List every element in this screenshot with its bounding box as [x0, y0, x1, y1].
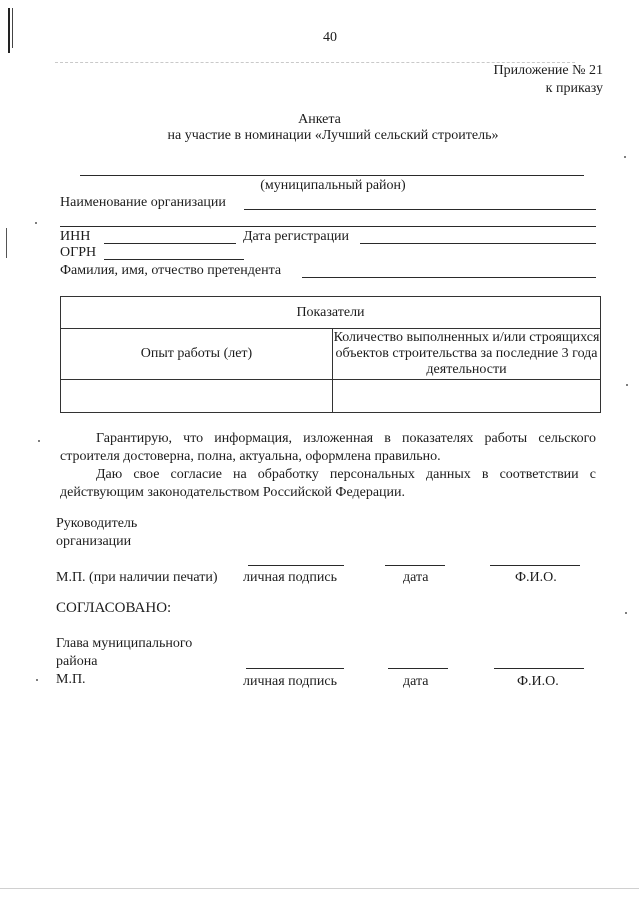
table-header: Показатели	[296, 304, 365, 320]
org-name-label: Наименование организации	[60, 195, 226, 210]
indicators-table	[60, 296, 601, 413]
stamp-label-2: М.П.	[56, 672, 86, 687]
district-caption: (муниципальный район)	[260, 178, 406, 193]
table-cell-experience-input[interactable]	[61, 380, 332, 412]
scan-edge-mark	[12, 8, 13, 48]
scan-speck	[36, 679, 38, 681]
scan-speck	[38, 440, 40, 442]
reg-date-label: Дата регистрации	[243, 229, 350, 244]
scan-speck	[624, 156, 626, 158]
head-of-org-label: Руководитель	[56, 516, 138, 531]
fio-line-1[interactable]	[490, 565, 580, 566]
signature-line-1[interactable]	[248, 565, 344, 566]
fio-line-2[interactable]	[494, 668, 584, 669]
table-col-objects	[333, 329, 600, 379]
col-objects-label: Количество выполненных и/или строящихся объектов строительства за последние 3 года деятельности	[333, 330, 600, 377]
scan-speck	[625, 612, 627, 614]
date-line-1[interactable]	[385, 565, 445, 566]
signature-caption-2: личная подпись	[243, 674, 337, 689]
head-of-org-label-2: организации	[56, 534, 132, 549]
district-head-label-2: района	[56, 654, 98, 669]
col-experience-label: Опыт работы (лет)	[140, 346, 253, 361]
scan-edge-mark	[6, 228, 7, 258]
appendix-line-1: Приложение № 21	[493, 63, 603, 78]
scan-edge-mark	[8, 8, 10, 53]
stamp-label-1: М.П. (при наличии печати)	[56, 570, 218, 585]
consent-paragraph: Даю свое согласие на обработку персональных данных в соответствии с действующим законодательством Российской Федерации.	[60, 467, 596, 500]
table-cell-objects-input[interactable]	[333, 380, 600, 412]
date-caption-1: дата	[403, 570, 429, 585]
fio-caption-2: Ф.И.О.	[517, 674, 559, 689]
ogrn-label: ОГРН	[60, 245, 97, 260]
signature-line-2[interactable]	[246, 668, 344, 669]
form-title: Анкета	[298, 112, 341, 127]
fio-caption-1: Ф.И.О.	[515, 570, 557, 585]
applicant-input-line[interactable]	[302, 277, 596, 278]
date-line-2[interactable]	[388, 668, 448, 669]
form-subtitle: на участие в номинации «Лучший сельский строитель»	[167, 128, 499, 143]
applicant-label: Фамилия, имя, отчество претендента	[60, 263, 282, 278]
page-number: 40	[323, 30, 337, 45]
district-input-line[interactable]	[80, 175, 584, 176]
appendix-line-2: к приказу	[545, 81, 603, 96]
scan-bottom-line	[0, 888, 639, 889]
org-name-input-line-2[interactable]	[60, 226, 596, 227]
table-col-experience	[61, 329, 332, 379]
signature-caption-1: личная подпись	[243, 570, 337, 585]
agreed-heading: СОГЛАСОВАНО:	[56, 600, 172, 616]
scan-speck	[626, 384, 628, 386]
date-caption-2: дата	[403, 674, 429, 689]
district-head-label: Глава муниципального	[56, 636, 193, 651]
inn-label: ИНН	[60, 229, 91, 244]
scan-speck	[35, 222, 37, 224]
org-name-input-line[interactable]	[244, 209, 596, 210]
table-header-row	[61, 297, 600, 329]
inn-input-line[interactable]	[104, 243, 236, 244]
reg-date-input-line[interactable]	[360, 243, 596, 244]
guarantee-paragraph: Гарантирую, что информация, изложенная в показателях работы сельского строителя достоверна, полна, актуальна, оформлена правильно.	[60, 431, 596, 464]
ogrn-input-line[interactable]	[104, 259, 244, 260]
